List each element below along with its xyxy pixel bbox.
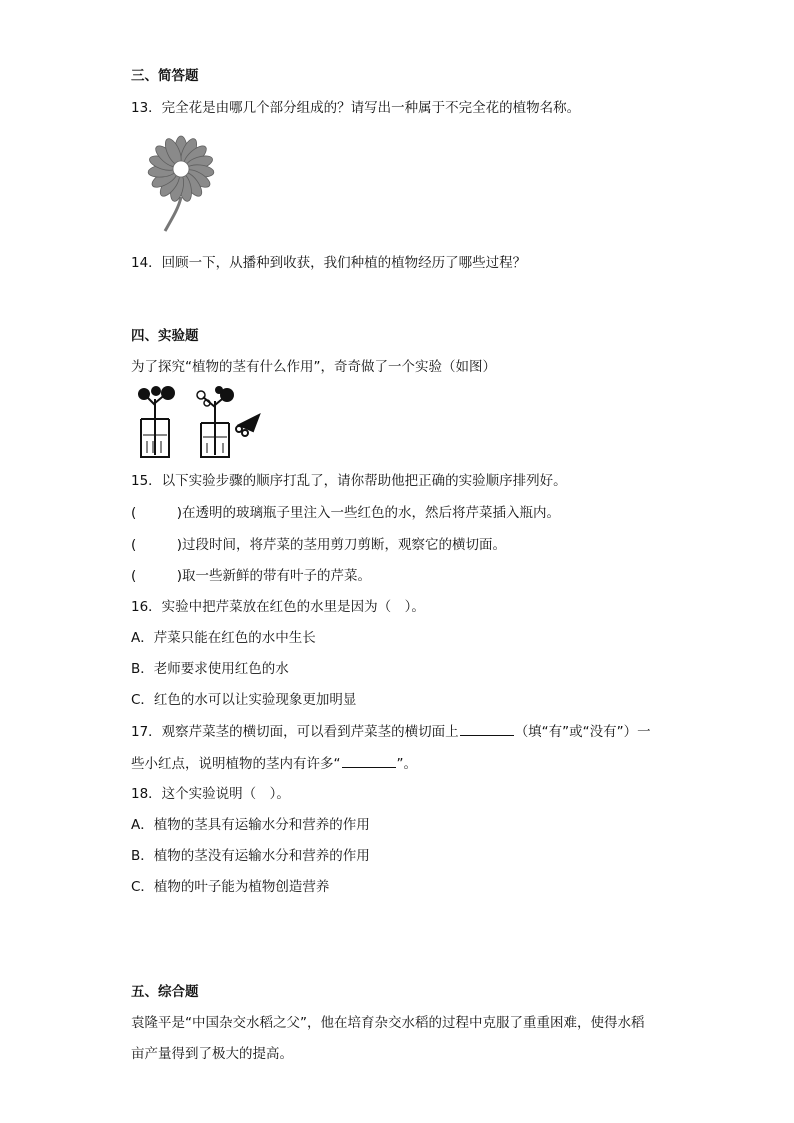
q17-text-1a: 17．观察芹菜茎的横切面，可以看到芹菜茎的横切面上 [131,724,459,740]
q16-option-c: C．红色的水可以让实验现象更加明显 [131,692,357,708]
q18-option-a: A．植物的茎具有运输水分和营养的作用 [131,817,370,833]
q16-option-b: B．老师要求使用红色的水 [131,661,289,677]
q15-step-1: ( )在透明的玻璃瓶子里注入一些红色的水，然后将芹菜插入瓶内。 [131,505,561,521]
question-17-line-2 [131,754,417,773]
q16-option-a: A．芹菜只能在红色的水中生长 [131,630,316,646]
q17-blank-2 [342,754,396,768]
flower-illustration [137,135,227,235]
flower-stem [165,197,181,231]
q15-step-3: ( )取一些新鲜的带有叶子的芹菜。 [131,568,372,584]
question-14: 14．回顾一下，从播种到收获，我们种植的植物经历了哪些过程？ [131,255,527,271]
section-3-title: 三、简答题 [131,68,199,84]
section-5-title: 五、综合题 [131,984,199,1000]
scissors-icon [236,415,259,436]
question-18: 18．这个实验说明（ ）。 [131,786,290,802]
q15-step-2: ( )过段时间，将芹菜的茎用剪刀剪断，观察它的横切面。 [131,537,507,553]
q17-blank-1 [460,722,514,736]
question-13: 13．完全花是由哪几个部分组成的？请写出一种属于不完全花的植物名称。 [131,100,581,116]
section-5-paragraph-line-2: 亩产量得到了极大的提高。 [131,1046,293,1062]
experiment-intro: 为了探究“植物的茎有什么作用”，奇奇做了一个实验（如图） [131,359,496,375]
flower-center [173,161,189,177]
flower-petals [148,136,215,203]
question-15: 15．以下实验步骤的顺序打乱了，请你帮助他把正确的实验顺序排列好。 [131,473,567,489]
q17-text-2b: ”。 [396,756,417,772]
question-17-line-1 [131,722,651,741]
q17-text-1b: （填“有”或“没有”）一 [514,724,651,740]
q18-option-b: B．植物的茎没有运输水分和营养的作用 [131,848,370,864]
q17-text-2a: 些小红点，说明植物的茎内有许多“ [131,756,341,772]
section-4-title: 四、实验题 [131,328,199,344]
experiment-illustration [135,385,265,463]
q18-option-c: C．植物的叶子能为植物创造营养 [131,879,330,895]
question-16: 16．实验中把芹菜放在红色的水里是因为（ ）。 [131,599,425,615]
section-5-paragraph-line-1: 袁隆平是“中国杂交水稻之父”，他在培育杂交水稻的过程中克服了重重困难，使得水稻 [131,1015,645,1031]
